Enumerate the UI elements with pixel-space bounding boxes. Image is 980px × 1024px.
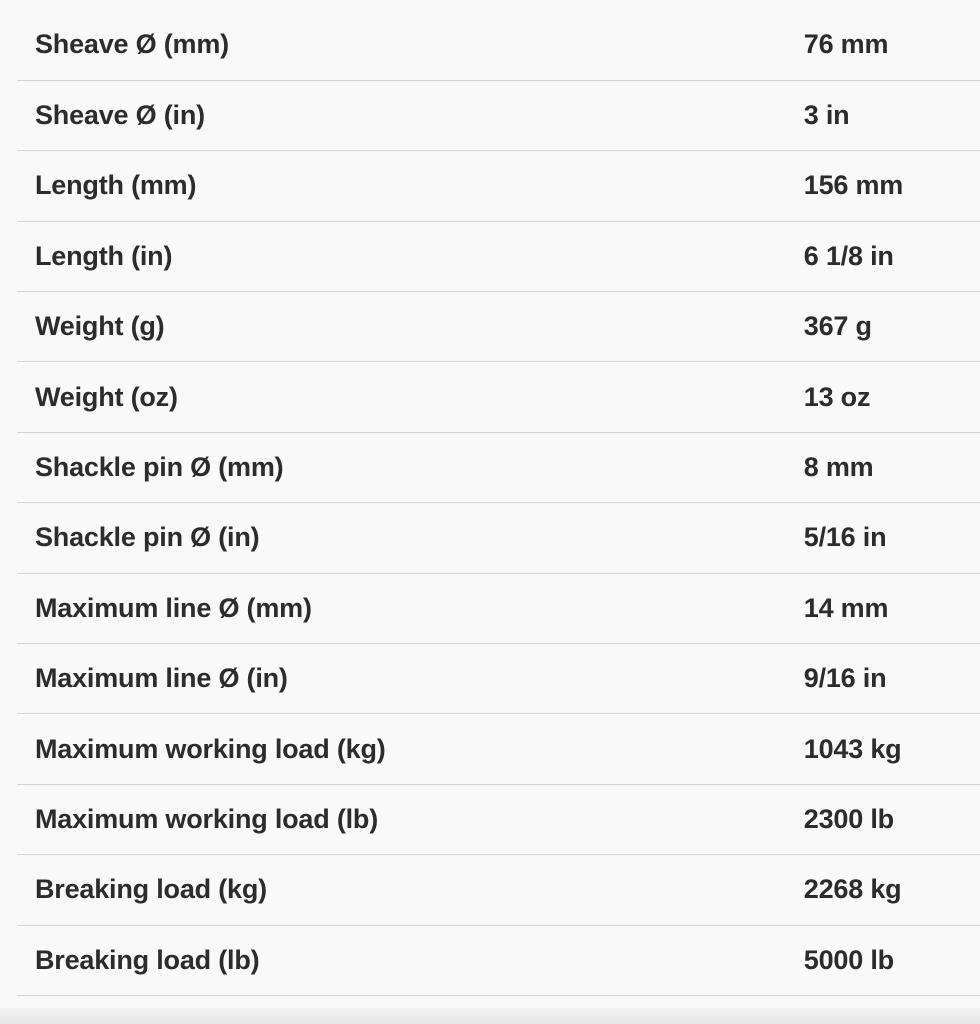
spec-label: Length (mm) xyxy=(35,170,197,201)
spec-row xyxy=(17,784,980,854)
spec-row xyxy=(17,432,980,502)
spec-label: Weight (oz) xyxy=(35,381,178,412)
spec-value: 156 mm xyxy=(803,170,904,201)
spec-value: 9/16 in xyxy=(803,663,887,694)
spec-label: Shackle pin Ø (in) xyxy=(35,522,260,553)
spec-value: 14 mm xyxy=(803,592,889,623)
bottom-edge-shadow xyxy=(0,1008,980,1024)
spec-row xyxy=(17,80,980,150)
spec-value: 1043 kg xyxy=(803,733,902,764)
spec-row xyxy=(17,10,980,80)
specifications-table xyxy=(17,10,980,996)
spec-value: 367 g xyxy=(803,311,872,342)
spec-label: Maximum line Ø (in) xyxy=(35,663,288,694)
spec-row xyxy=(17,573,980,643)
spec-row xyxy=(17,925,980,995)
spec-row xyxy=(17,362,980,432)
spec-value: 5/16 in xyxy=(803,522,887,553)
spec-row xyxy=(17,644,980,714)
spec-label: Sheave Ø (mm) xyxy=(35,29,229,60)
spec-label: Breaking load (kg) xyxy=(35,874,267,905)
spec-value: 8 mm xyxy=(803,452,874,483)
spec-value: 13 oz xyxy=(803,381,871,412)
spec-label: Maximum working load (kg) xyxy=(35,733,386,764)
spec-label: Breaking load (lb) xyxy=(35,944,260,975)
spec-label: Maximum line Ø (mm) xyxy=(35,592,312,623)
spec-value: 6 1/8 in xyxy=(803,240,894,271)
spec-row xyxy=(17,503,980,573)
spec-value: 5000 lb xyxy=(803,944,894,975)
spec-row xyxy=(17,151,980,221)
spec-value: 3 in xyxy=(803,100,850,131)
spec-row xyxy=(17,221,980,291)
spec-label: Maximum working load (lb) xyxy=(35,803,379,834)
spec-value: 76 mm xyxy=(803,29,889,60)
spec-row xyxy=(17,714,980,784)
spec-row xyxy=(17,855,980,925)
spec-value: 2300 lb xyxy=(803,803,894,834)
spec-label: Shackle pin Ø (mm) xyxy=(35,452,284,483)
spec-label: Length (in) xyxy=(35,240,173,271)
spec-label: Sheave Ø (in) xyxy=(35,100,205,131)
spec-label: Weight (g) xyxy=(35,311,165,342)
spec-value: 2268 kg xyxy=(803,874,902,905)
spec-row xyxy=(17,292,980,362)
